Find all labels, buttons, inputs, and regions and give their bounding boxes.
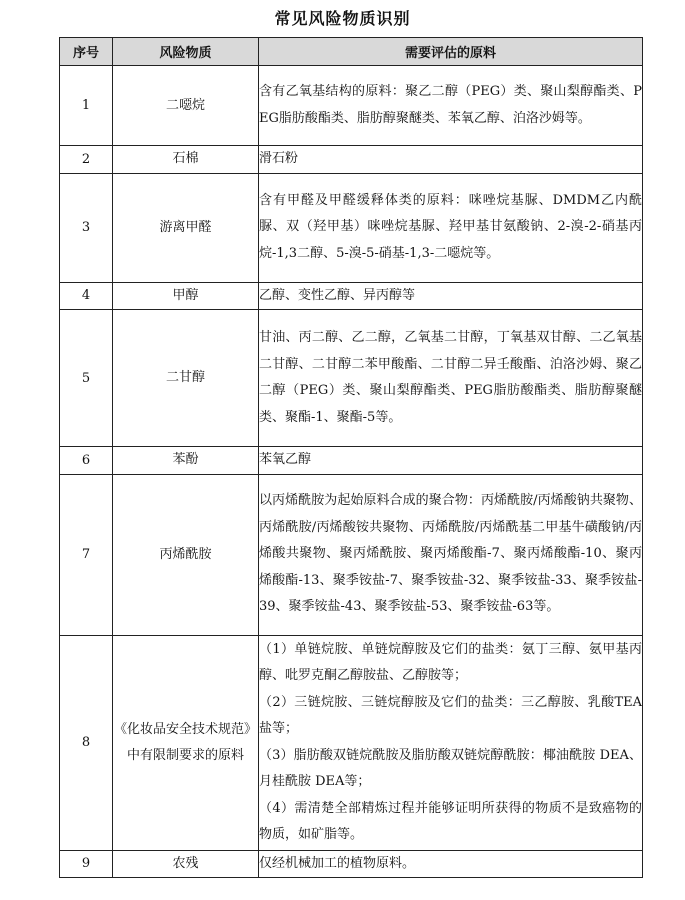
- materials-item: （2）三链烷胺、三链烷醇胺及它们的盐类：三乙醇胺、乳酸TEA盐等；: [259, 694, 642, 736]
- header-no: 序号: [60, 38, 113, 66]
- header-materials: 需要评估的原料: [259, 38, 643, 66]
- risk-substance-table: [59, 37, 643, 878]
- row-number: 3: [60, 173, 113, 282]
- materials-cell: [259, 173, 643, 282]
- row-number: 7: [60, 474, 113, 635]
- risk-substance-cell: [113, 635, 259, 850]
- risk-substance: 农残: [113, 850, 259, 878]
- materials-cell: [259, 850, 643, 878]
- materials-text: 含有乙氧基结构的原料：聚乙二醇（PEG）类、聚山梨醇酯类、PEG脂肪酸酯类、脂肪醇聚醚类、苯氧乙醇、泊洛沙姆等。: [259, 84, 642, 126]
- materials-text: 含有甲醛及甲醛缓释体类的原料：咪唑烷基脲、DMDM乙内酰脲、双（羟甲基）咪唑烷基脲、羟甲基甘氨酸钠、2-溴-2-硝基丙烷-1,3二醇、5-溴-5-硝基-1,3-二噁烷等。: [259, 192, 642, 261]
- risk-substance: 《化妆品安全技术规范》中有限制要求的原料: [113, 721, 257, 763]
- risk-substance: 甲醇: [113, 282, 259, 310]
- row-number: 2: [60, 146, 113, 174]
- materials-item: （1）单链烷胺、单链烷醇胺及它们的盐类：氨丁三醇、氨甲基丙醇、吡罗克酮乙醇胺盐、乙醇胺等；: [259, 641, 642, 683]
- materials-cell: [259, 474, 643, 635]
- row-number: 5: [60, 310, 113, 447]
- materials-item: （4）需清楚全部精炼过程并能够证明所获得的物质不是致癌物的物质，如矿脂等。: [259, 800, 642, 842]
- materials-text: 仅经机械加工的植物原料。: [259, 855, 416, 871]
- materials-cell: [259, 282, 643, 310]
- table-row: [60, 447, 643, 475]
- row-number: 1: [60, 66, 113, 146]
- table-row: [60, 474, 643, 635]
- materials-item: （3）脂肪酸双链烷酰胺及脂肪酸双链烷醇酰胺：椰油酰胺 DEA、月桂酰胺 DEA等；: [259, 747, 642, 789]
- table-row: [60, 66, 643, 146]
- table-header-row: [60, 38, 643, 66]
- table-row: [60, 173, 643, 282]
- table-row: [60, 850, 643, 878]
- table-row: [60, 282, 643, 310]
- risk-substance: 苯酚: [113, 447, 259, 475]
- materials-cell: [259, 146, 643, 174]
- materials-text: 苯氧乙醇: [259, 452, 312, 467]
- table-row: [60, 310, 643, 447]
- materials-text: 乙醇、变性乙醇、异丙醇等: [259, 287, 416, 303]
- materials-cell: [259, 310, 643, 447]
- table-row: [60, 635, 643, 850]
- materials-cell: [259, 66, 643, 146]
- materials-text: 甘油、丙二醇、乙二醇，乙氧基二甘醇，丁氧基双甘醇、二乙氧基二甘醇、二甘醇二苯甲酸酯、二甘醇二异壬酸酯、泊洛沙姆、聚乙二醇（PEG）类、聚山梨醇酯类、PEG脂肪酸酯类、脂肪醇聚醚类、聚酯-1、聚酯-5等。: [259, 330, 642, 425]
- row-number: 6: [60, 447, 113, 475]
- risk-substance: 丙烯酰胺: [113, 474, 259, 635]
- risk-substance: 游离甲醛: [113, 173, 259, 282]
- risk-substance: 二噁烷: [113, 66, 259, 146]
- materials-text: 以丙烯酰胺为起始原料合成的聚合物：丙烯酰胺/丙烯酸钠共聚物、丙烯酰胺/丙烯酸铵共聚物、丙烯酰胺/丙烯酰基二甲基牛磺酸钠/丙烯酸共聚物、聚丙烯酰胺、聚丙烯酸酯-7、聚丙烯酸酯-10、聚丙烯酸酯-13、聚季铵盐-7、聚季铵盐-32、聚季铵盐-33、聚季铵盐-39、聚季铵盐-43、聚季铵盐-53、聚季铵盐-63等。: [259, 493, 642, 615]
- risk-substance: 石棉: [113, 146, 259, 174]
- row-number: 8: [60, 635, 113, 850]
- page-title: 常见风险物质识别: [274, 9, 411, 28]
- row-number: 9: [60, 850, 113, 878]
- risk-substance: 二甘醇: [113, 310, 259, 447]
- header-substance: 风险物质: [113, 38, 259, 66]
- materials-cell: [259, 635, 643, 850]
- materials-text: 滑石粉: [259, 151, 299, 166]
- row-number: 4: [60, 282, 113, 310]
- table-row: [60, 146, 643, 174]
- materials-cell: [259, 447, 643, 475]
